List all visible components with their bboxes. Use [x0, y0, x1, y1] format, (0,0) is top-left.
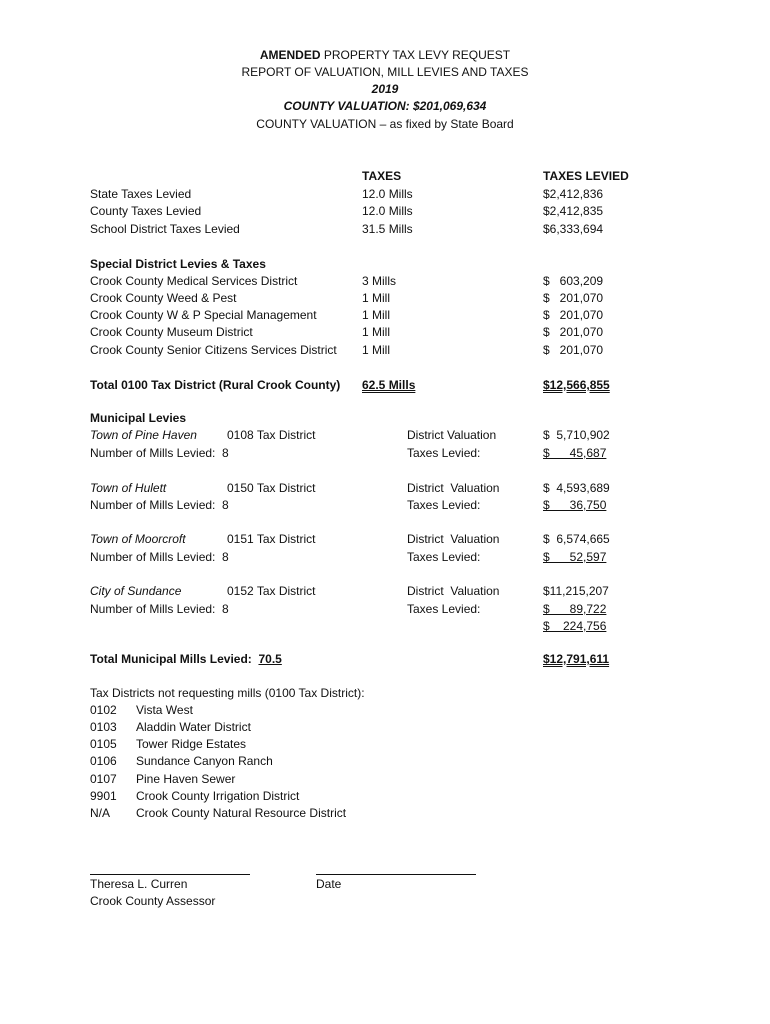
district-name: Aladdin Water District: [136, 720, 251, 734]
district-valuation-amount: $ 4,593,689: [543, 481, 610, 495]
district-code: N/A: [90, 806, 111, 820]
mills-levied: Number of Mills Levied: 8: [90, 550, 229, 564]
state-taxes-label: State Taxes Levied: [90, 187, 192, 201]
taxes-levied-column-header: TAXES LEVIED: [543, 169, 629, 183]
special-district-label: Crook County W & P Special Management: [90, 308, 317, 322]
total-municipal-label: Total Municipal Mills Levied:: [90, 652, 252, 666]
mills-levied: Number of Mills Levied: 8: [90, 446, 229, 460]
district-valuation-label: District Valuation: [407, 481, 500, 495]
title-line-1: [0, 47, 770, 64]
assessor-title: Crook County Assessor: [90, 894, 216, 908]
municipality-name: Town of Pine Haven: [90, 428, 197, 442]
district-name: Vista West: [136, 703, 193, 717]
taxes-levied-amount: $ 45,687: [543, 446, 607, 460]
special-district-amount: $ 201,070: [543, 325, 604, 339]
municipality-district: 0150 Tax District: [227, 481, 316, 495]
assessor-name: Theresa L. Curren: [90, 877, 188, 891]
report-subtitle: REPORT OF VALUATION, MILL LEVIES AND TAXES: [241, 65, 529, 79]
taxes-levied-amount: $ 36,750: [543, 498, 607, 512]
total-municipal-line: [90, 651, 282, 667]
municipality-name: Town of Hulett: [90, 481, 167, 495]
municipality-district: 0108 Tax District: [227, 428, 316, 442]
mills-levied: Number of Mills Levied: 8: [90, 602, 229, 616]
taxes-levied-label: Taxes Levied:: [407, 550, 481, 564]
district-name: Tower Ridge Estates: [136, 737, 247, 751]
district-valuation-amount: $ 5,710,902: [543, 428, 610, 442]
school-taxes-label: School District Taxes Levied: [90, 222, 240, 236]
special-district-label: Crook County Senior Citizens Services District: [90, 343, 337, 357]
municipality-name: City of Sundance: [90, 584, 182, 598]
special-district-amount: $ 201,070: [543, 343, 604, 357]
taxes-levied-label: Taxes Levied:: [407, 446, 481, 460]
special-district-mills: 3 Mills: [362, 274, 397, 288]
municipality-district: 0151 Tax District: [227, 532, 316, 546]
municipality-district: 0152 Tax District: [227, 584, 316, 598]
total-0100-mills: 62.5 Mills: [362, 378, 416, 392]
school-taxes-mills: 31.5 Mills: [362, 222, 413, 236]
total-municipal-mills: 70.5: [258, 652, 282, 666]
taxes-levied-amount: $ 52,597: [543, 550, 607, 564]
special-district-label: Crook County Medical Services District: [90, 274, 298, 288]
special-districts-heading: Special District Levies & Taxes: [90, 257, 266, 271]
county-taxes-mills: 12.0 Mills: [362, 204, 413, 218]
district-valuation-amount: $ 6,574,665: [543, 532, 610, 546]
district-code: 0106: [90, 754, 117, 768]
total-0100-label: Total 0100 Tax District (Rural Crook County): [90, 378, 341, 392]
district-code: 9901: [90, 789, 117, 803]
taxes-levied-amount: $ 89,722: [543, 602, 607, 616]
district-valuation-amount: $11,215,207: [543, 584, 609, 598]
not-requesting-heading: Tax Districts not requesting mills (0100 Tax District):: [90, 686, 365, 700]
district-valuation-label: District Valuation: [407, 584, 500, 598]
county-taxes-amount: $2,412,835: [543, 204, 604, 218]
district-valuation-label: District Valuation: [407, 428, 497, 442]
mills-levied: Number of Mills Levied: 8: [90, 498, 229, 512]
municipal-subtotal: $ 224,756: [543, 619, 607, 633]
district-name: Sundance Canyon Ranch: [136, 754, 273, 768]
amended-label: AMENDED: [259, 48, 321, 62]
special-district-label: Crook County Museum District: [90, 325, 253, 339]
special-district-amount: $ 603,209: [543, 274, 604, 288]
taxes-levied-label: Taxes Levied:: [407, 602, 481, 616]
special-district-mills: 1 Mill: [362, 291, 391, 305]
title-text: PROPERTY TAX LEVY REQUEST: [320, 48, 511, 62]
taxes-column-header: TAXES: [362, 169, 402, 183]
state-taxes-amount: $2,412,836: [543, 187, 604, 201]
total-municipal-amount: $12,791,611: [543, 652, 610, 666]
municipal-levies-heading: Municipal Levies: [90, 411, 187, 425]
date-label: Date: [316, 877, 342, 891]
district-name: Pine Haven Sewer: [136, 772, 236, 786]
special-district-amount: $ 201,070: [543, 308, 604, 322]
special-district-mills: 1 Mill: [362, 325, 391, 339]
report-year: 2019: [371, 82, 399, 96]
state-taxes-mills: 12.0 Mills: [362, 187, 413, 201]
signature-line: [90, 874, 250, 875]
special-district-mills: 1 Mill: [362, 308, 391, 322]
district-valuation-label: District Valuation: [407, 532, 500, 546]
special-district-mills: 1 Mill: [362, 343, 391, 357]
school-taxes-amount: $6,333,694: [543, 222, 604, 236]
county-valuation: COUNTY VALUATION: $201,069,634: [283, 99, 487, 113]
special-district-amount: $ 201,070: [543, 291, 604, 305]
valuation-note: COUNTY VALUATION – as fixed by State Board: [256, 117, 514, 131]
date-line: [316, 874, 476, 875]
district-code: 0103: [90, 720, 117, 734]
county-taxes-label: County Taxes Levied: [90, 204, 202, 218]
district-name: Crook County Irrigation District: [136, 789, 300, 803]
municipality-name: Town of Moorcroft: [90, 532, 186, 546]
district-code: 0107: [90, 772, 117, 786]
district-code: 0105: [90, 737, 117, 751]
district-code: 0102: [90, 703, 117, 717]
district-name: Crook County Natural Resource District: [136, 806, 347, 820]
total-0100-amount: $12,566,855: [543, 378, 610, 392]
special-district-label: Crook County Weed & Pest: [90, 291, 237, 305]
taxes-levied-label: Taxes Levied:: [407, 498, 481, 512]
